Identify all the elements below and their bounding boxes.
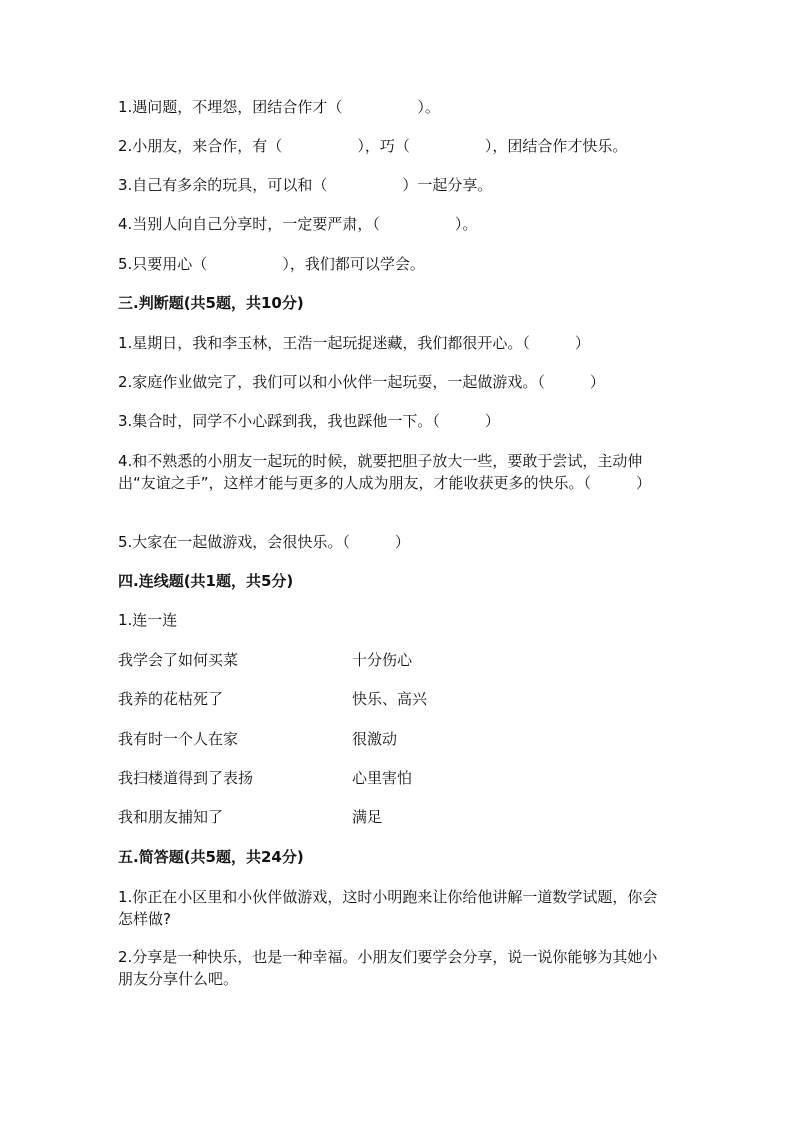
section3-heading: 三.判断题(共5题，共10分) xyxy=(118,294,304,312)
match-right-3: 很激动 xyxy=(352,730,398,748)
section4-heading: 四.连线题(共1题，共5分) xyxy=(118,572,294,590)
judge-item-1: 1.星期日，我和李玉林，王浩一起玩捉迷藏，我们都很开心。（ ） xyxy=(118,334,590,352)
judge-item-3: 3.集合时，同学不小心踩到我，我也踩他一下。（ ） xyxy=(118,412,500,430)
section5-heading: 五.简答题(共5题，共24分) xyxy=(118,848,304,866)
match-left-5: 我和朋友捕知了 xyxy=(118,808,224,826)
match-right-2: 快乐、高兴 xyxy=(352,690,428,708)
judge-item-4: 4.和不熟悉的小朋友一起玩的时候，就要把胆子放大一些，要敢于尝试，主动伸出“友谊之手”，这样才能与更多的人成为朋友，才能收获更多的快乐。（ ） xyxy=(118,452,652,492)
fill-item-5: 5.只要用心（ ），我们都可以学会。 xyxy=(118,255,425,273)
fill-item-3: 3.自己有多余的玩具，可以和（ ）一起分享。 xyxy=(118,176,493,194)
short-answer-2: 2.分享是一种快乐，也是一种幸福。小朋友们要学会分享，说一说你能够为其她小朋友分享什么吧。 xyxy=(118,948,658,988)
match-right-4: 心里害怕 xyxy=(352,769,413,787)
match-right-1: 十分伤心 xyxy=(352,651,413,669)
judge-item-2: 2.家庭作业做完了，我们可以和小伙伴一起玩耍，一起做游戏。（ ） xyxy=(118,373,605,391)
match-left-1: 我学会了如何买菜 xyxy=(118,651,239,669)
match-left-4: 我扫楼道得到了表扬 xyxy=(118,769,254,787)
match-left-2: 我养的花枯死了 xyxy=(118,690,224,708)
judge-item-5: 5.大家在一起做游戏，会很快乐。（ ） xyxy=(118,533,410,551)
fill-item-1: 1.遇问题，不埋怨，团结合作才（ ）。 xyxy=(118,98,440,116)
short-answer-1: 1.你正在小区里和小伙伴做游戏，这时小明跑来让你给他讲解一道数学试题，你会怎样做? xyxy=(118,888,658,928)
fill-item-2: 2.小朋友，来合作，有（ ），巧（ ），团结合作才快乐。 xyxy=(118,137,628,155)
fill-item-4: 4.当别人向自己分享时，一定要严肃，（ ）。 xyxy=(118,215,478,233)
match-right-5: 满足 xyxy=(352,808,383,826)
match-left-3: 我有时一个人在家 xyxy=(118,730,239,748)
match-question: 1.连一连 xyxy=(118,611,178,629)
